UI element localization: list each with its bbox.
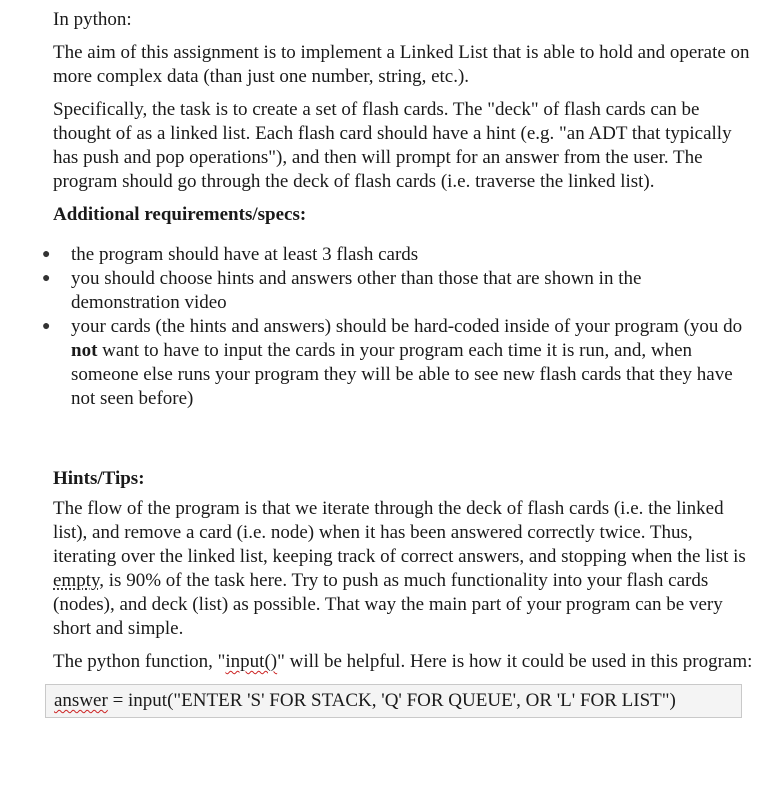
flow-paragraph <box>53 497 753 641</box>
input-function-word: input() <box>225 651 278 672</box>
code-variable: answer <box>54 690 108 711</box>
requirements-list <box>42 243 742 411</box>
document-body <box>42 8 753 718</box>
requirement-text: your cards (the hints and answers) should be hard-coded inside of your program (you do <box>71 316 743 337</box>
input-text: The python function, " <box>53 651 226 672</box>
bullet-icon: ● <box>42 319 51 334</box>
intro-line: In python: <box>53 9 132 30</box>
hints-heading: Hints/Tips: <box>53 468 145 489</box>
emphasis-not: not <box>71 340 98 361</box>
requirement-text: you should choose hints and answers other than those that are shown in the demonstration video <box>71 268 642 313</box>
list-item <box>42 315 751 411</box>
empty-word: empty, <box>53 570 105 591</box>
aim-paragraph: The aim of this assignment is to implement a Linked List that is able to hold and operate on more complex data (than just one number, string, etc.). <box>53 42 750 87</box>
bullet-icon: ● <box>42 271 51 286</box>
input-text-cont: " will be helpful. Here is how it could be used in this program: <box>277 651 753 672</box>
code-example-box <box>45 684 742 718</box>
flow-text: The flow of the program is that we iterate through the deck of flash cards (i.e. the linked list), and remove a card (i.e. node) when it has been answered correctly twice. Thus, iterating over the linked list, keeping track of correct answers, and stopping when the list is <box>53 498 746 567</box>
requirements-heading: Additional requirements/specs: <box>53 204 307 225</box>
code-text: = input("ENTER 'S' FOR STACK, 'Q' FOR QUEUE', OR 'L' FOR LIST") <box>107 690 676 711</box>
list-item <box>42 243 751 267</box>
list-item <box>42 267 751 315</box>
input-paragraph <box>53 650 753 674</box>
flow-text-cont: is 90% of the task here. Try to push as much functionality into your flash cards (nodes), and deck (list) as possible. That way the main part of your program can be very short and simple. <box>53 570 723 639</box>
specifically-paragraph: Specifically, the task is to create a set of flash cards. The "deck" of flash cards can be thought of as a linked list. Each flash card should have a hint (e.g. "an ADT that typically has push and pop operations"), and then will prompt for an answer from the user. The program should go through the deck of flash cards (i.e. traverse the linked list). <box>53 99 732 192</box>
bullet-icon: ● <box>42 247 51 262</box>
requirement-text-cont: want to have to input the cards in your program each time it is run, and, when someone else runs your program they will be able to see new flash cards that they have not seen before) <box>71 340 733 409</box>
requirement-text: the program should have at least 3 flash cards <box>71 244 419 265</box>
